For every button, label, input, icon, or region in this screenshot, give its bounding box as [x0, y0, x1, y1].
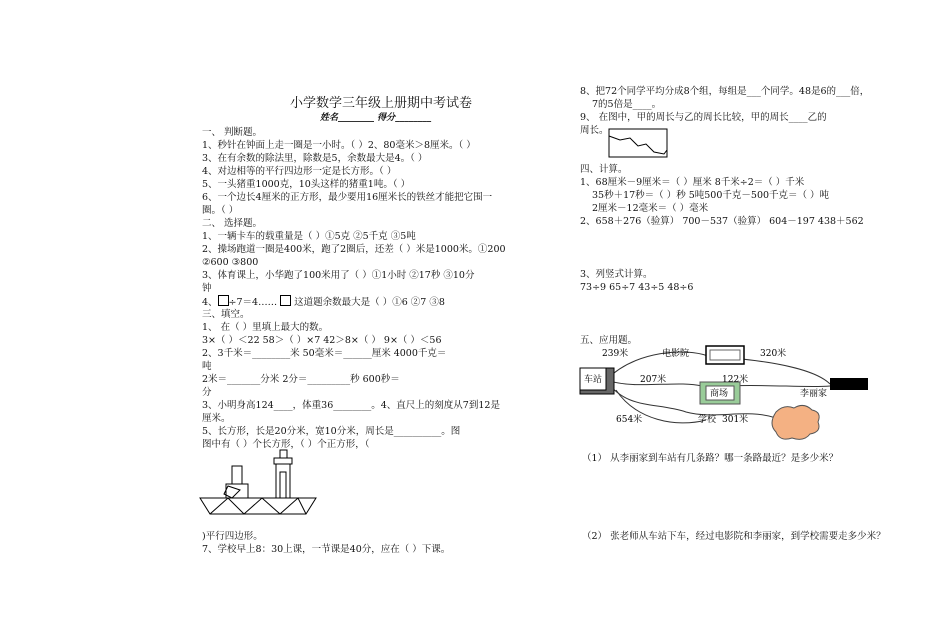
blank-square-icon: [280, 295, 291, 306]
label-301: 301米: [722, 415, 749, 425]
fill-q9-cont: 周长。: [580, 125, 609, 136]
judge-q5: 5、一头猪重1000克，10头这样的猪重1吨。（ ）: [202, 179, 411, 190]
label-122: 122米: [722, 375, 749, 385]
fill-q6: 图中有（ ）个长方形，（ ）个正方形，（: [202, 439, 370, 450]
fill-q3-4: 3、小明身高124____，体重36________。4、直尺上的刻度从7到12是: [202, 400, 500, 411]
judge-q3: 3、在有余数的除法里，除数是5，余数最大是4。（ ）: [202, 153, 428, 164]
fill-q2-line2: 2米＝_______分米 2分＝_________秒 600秒＝: [202, 374, 400, 385]
fill-q9: 9、 在图中，甲的周长与乙的周长比较，甲的周长____乙的: [580, 112, 827, 123]
perimeter-figure: [608, 128, 668, 158]
section-judge: 一、 判断题。: [202, 127, 263, 138]
label-lili: 李丽家: [800, 389, 828, 399]
choice-q2-cont: ②600 ③800: [202, 257, 259, 268]
word-q2: （2） 张老师从车站下车，经过电影院和李丽家，到学校需要走多少米？: [582, 531, 886, 542]
section-calc: 四、计算。: [580, 164, 628, 175]
choice-q4-mid: ÷7＝4……: [228, 297, 278, 308]
lili-home-block: [830, 378, 868, 390]
label-cinema: 电影院: [662, 349, 690, 359]
choice-q3-cont: 钟: [202, 283, 212, 294]
fill-q2: 2、3千米＝________米 50毫米＝______厘米 4000千克＝: [202, 348, 447, 359]
school-cloud: [772, 405, 819, 439]
judge-q6-cont: 圈。（ ）: [202, 205, 239, 216]
word-q1: （1） 从李丽家到车站有几条路？哪一条路最近？是多少米？: [582, 453, 839, 464]
exam-title: 小学数学三年级上册期中考试卷: [290, 96, 473, 111]
calc-q3-items: 73÷9 65÷7 43÷5 48÷6: [580, 282, 694, 293]
fill-q1: 1、 在（ ）里填上最大的数。: [202, 322, 329, 333]
calc-q3: 3、列竖式计算。: [580, 269, 653, 280]
choice-q2: 2、操场跑道一圈是400米，跑了2圈后，还差（ ）米是1000米。①200: [202, 244, 506, 255]
label-station: 车站: [584, 375, 603, 385]
fill-q8: 8、把72个同学平均分成8个组，每组是___个同学。48是6的___倍，: [580, 86, 870, 97]
fill-q6-end: )平行四边形。: [202, 531, 263, 542]
route-map: [576, 340, 876, 450]
label-207: 207米: [640, 375, 667, 385]
label-320: 320米: [760, 349, 787, 359]
choice-q4-suffix: 这道题余数最大是（ ）①6 ②7 ③8: [294, 297, 445, 308]
label-mall: 商场: [710, 389, 729, 399]
label-654: 654米: [616, 415, 643, 425]
fill-q2-unit2: 分: [202, 387, 212, 398]
choice-q4-prefix: 4、: [202, 297, 218, 308]
judge-q4: 4、对边相等的平行四边形一定是长方形。（ ）: [202, 166, 397, 177]
name-score-line: 姓名________ 得分________: [320, 113, 432, 123]
blank-square-icon: [218, 295, 229, 306]
section-choice: 二、 选择题。: [202, 218, 263, 229]
label-239: 239米: [602, 349, 629, 359]
fill-q5: 5、长方形，长是20分米，宽10分米，周长是__________。图: [202, 426, 461, 437]
calc-q1-line3: 2厘米－12毫米＝（ ）毫米: [592, 203, 709, 214]
choice-q3: 3、体育课上，小华跑了100米用了（ ）①1小时 ②17秒 ③10分: [202, 270, 475, 281]
choice-q1: 1、一辆卡车的载重量是（ ）①5克 ②5千克 ③5吨: [202, 231, 416, 242]
fill-q8-cont: 7的5倍是____。: [592, 99, 662, 110]
judge-q6: 6、一个边长4厘米的正方形，最少要用16厘米长的铁丝才能把它围一: [202, 192, 493, 203]
section-word-problems: 五、应用题。: [580, 335, 638, 346]
fill-q1-items: 3×（ ）＜22 58＞（ ）×7 42＞8×（ ） 9×（ ）＜56: [202, 335, 442, 346]
calc-q1-line2: 35秒＋17秒＝（ ）秒 5吨500千克－500千克＝（ ）吨: [592, 190, 830, 201]
fill-q2-unit: 吨: [202, 361, 212, 372]
section-fill: 三、填空。: [202, 309, 250, 320]
ship-figure: [200, 448, 320, 518]
calc-q1-line1: 1、68厘米－9厘米＝（ ）厘米 8千米÷2＝（ ）千米: [580, 177, 805, 188]
label-school: 学校: [698, 415, 717, 425]
fill-q7: 7、学校早上8：30上课，一节课是40分，应在（ ）下课。: [202, 544, 451, 555]
fill-q4-cont: 厘米。: [202, 413, 231, 424]
calc-q2: 2、658＋276（验算） 700－537（验算） 604－197 438＋562: [580, 216, 864, 227]
judge-q1-2: 1、秒针在钟面上走一圈是一小时。（ ）2、80毫米＞8厘米。（ ）: [202, 140, 476, 151]
choice-q4: [202, 295, 445, 309]
